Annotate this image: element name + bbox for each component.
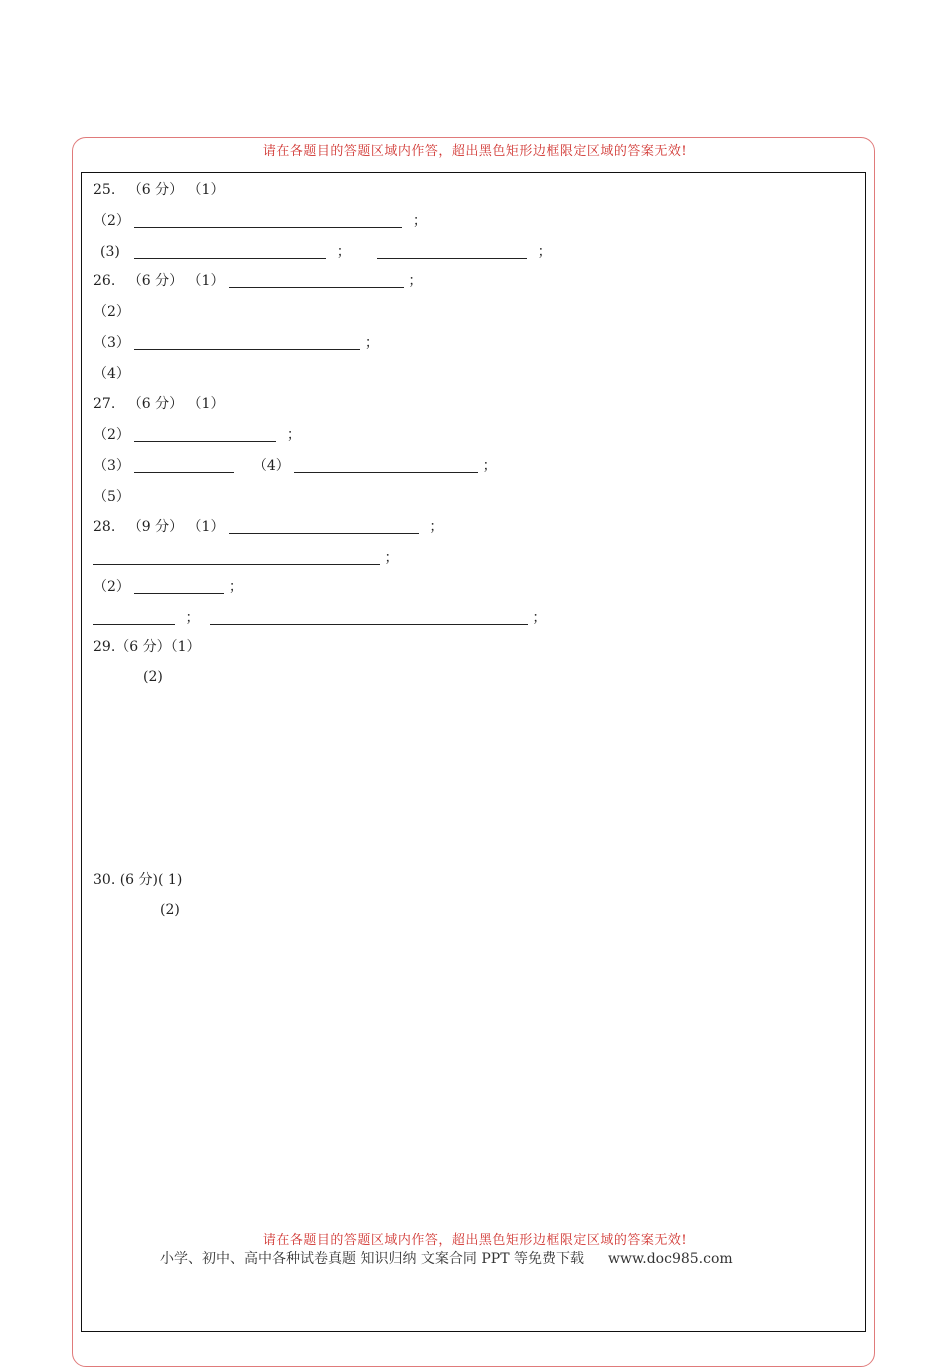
answer-blank[interactable] — [134, 244, 326, 259]
q28-heading: 28. （9 分） （1） ； — [93, 519, 444, 535]
q26-part4: （4） — [93, 366, 130, 382]
q27-heading: 27. （6 分） （1） — [93, 396, 225, 412]
answer-blank[interactable] — [210, 610, 528, 625]
answer-blank[interactable] — [134, 458, 234, 473]
answer-blank[interactable] — [134, 427, 276, 442]
answer-blank[interactable] — [134, 213, 402, 228]
answer-blank[interactable] — [377, 244, 527, 259]
q25-part3: (3) ； ； — [100, 244, 552, 260]
q28-part2: （2） ； — [93, 579, 243, 595]
answer-blank[interactable] — [134, 335, 360, 350]
answer-blank[interactable] — [229, 519, 419, 534]
footer-watermark: 小学、初中、高中各种试卷真题 知识归纳 文案合同 PPT 等免费下载 www.doc985.com — [160, 1251, 733, 1267]
q28-part1-cont: ； — [93, 549, 398, 567]
q29-heading: 29.（6 分）（1） — [93, 639, 201, 655]
q26-part3: （3） ； — [93, 335, 379, 351]
bottom-notice: 请在各题目的答题区域内作答，超出黑色矩形边框限定区域的答案无效! — [262, 1233, 688, 1248]
answer-blank[interactable] — [93, 550, 380, 565]
answer-blank[interactable] — [294, 458, 478, 473]
q30-part2: (2) — [160, 902, 180, 918]
q26-heading: 26. （6 分） （1） ； — [93, 273, 423, 289]
q28-part2-cont: ； ； — [93, 609, 546, 627]
footer-url[interactable]: www.doc985.com — [607, 1251, 733, 1267]
q30-heading: 30. (6 分)( 1) — [93, 872, 183, 888]
answer-blank[interactable] — [134, 579, 224, 594]
answer-blank[interactable] — [93, 610, 175, 625]
answer-blank[interactable] — [229, 273, 404, 288]
q26-part2: （2） — [93, 304, 130, 320]
q25-part2: （2） ； — [93, 213, 427, 229]
q27-part5: （5） — [93, 489, 130, 505]
q27-part2: （2） ； — [93, 427, 301, 443]
top-notice: 请在各题目的答题区域内作答，超出黑色矩形边框限定区域的答案无效! — [262, 144, 688, 159]
q27-part3-4: （3） （4） ； — [93, 458, 497, 474]
q29-part2: (2) — [143, 669, 163, 685]
q25-heading: 25. （6 分） （1） — [93, 182, 225, 198]
